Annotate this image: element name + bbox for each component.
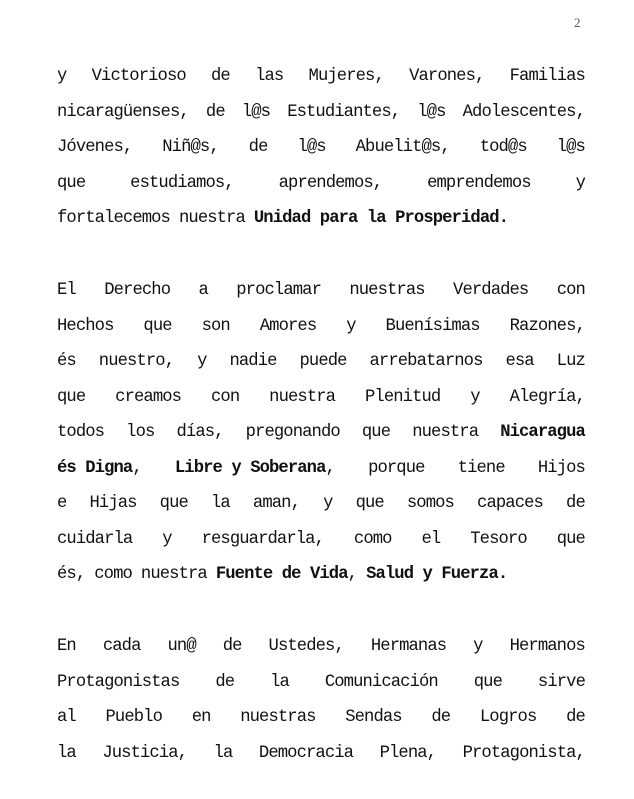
word: que bbox=[143, 316, 172, 336]
word: los bbox=[126, 423, 155, 442]
word: Justicia, bbox=[102, 743, 188, 763]
word: Razones, bbox=[509, 316, 585, 336]
word: en bbox=[191, 708, 211, 727]
word: nuestra bbox=[269, 387, 336, 407]
word: Estudiantes, bbox=[287, 102, 401, 122]
word: Ustedes, bbox=[268, 637, 344, 656]
paragraph bbox=[57, 629, 585, 771]
word: y bbox=[473, 637, 483, 656]
word: de bbox=[211, 67, 230, 86]
word: nadie bbox=[229, 352, 277, 371]
word: l@s bbox=[241, 102, 271, 122]
word: Hijos bbox=[537, 458, 585, 478]
word: que bbox=[57, 387, 86, 407]
word: y bbox=[57, 67, 67, 86]
word: Jóvenes, bbox=[57, 138, 133, 157]
word: y bbox=[323, 494, 333, 513]
text-line bbox=[57, 665, 585, 701]
word: de bbox=[205, 102, 225, 122]
word: Victorioso bbox=[91, 67, 186, 86]
word: Libre y Soberana, bbox=[174, 458, 335, 478]
word: que bbox=[556, 529, 585, 549]
text-line bbox=[57, 273, 585, 309]
word: és, bbox=[57, 565, 86, 584]
word: como bbox=[94, 565, 132, 584]
word: Sendas bbox=[345, 708, 402, 727]
word: aman, bbox=[252, 494, 300, 513]
word: Amores bbox=[259, 316, 317, 336]
word: nicaragüenses, bbox=[57, 102, 189, 122]
bold-phrase: Unidad para la Prosperidad. bbox=[253, 209, 509, 228]
word: con bbox=[211, 387, 240, 407]
word: cuidarla bbox=[57, 529, 133, 549]
word: Hermanos bbox=[509, 637, 585, 656]
word: Buenísimas bbox=[385, 316, 480, 336]
word: con bbox=[556, 281, 585, 300]
text-line bbox=[57, 344, 585, 380]
word: creamos bbox=[115, 387, 182, 407]
bold-phrase: Fuente de Vida bbox=[215, 565, 348, 584]
word: de bbox=[566, 708, 585, 727]
word: Varones, bbox=[409, 67, 485, 86]
word: capaces bbox=[477, 494, 543, 513]
word: En bbox=[57, 637, 76, 656]
word: pregonando bbox=[245, 423, 340, 442]
word: tod@s bbox=[479, 138, 527, 157]
word: las bbox=[255, 67, 284, 86]
bold-phrase: Salud y Fuerza. bbox=[366, 565, 508, 584]
word: Plenitud bbox=[365, 387, 441, 407]
word: Verdades bbox=[453, 281, 529, 300]
word: a bbox=[198, 281, 208, 300]
word: Abuelit@s, bbox=[355, 138, 450, 157]
bold-phrase: Nicaragua bbox=[500, 423, 585, 442]
word: y bbox=[197, 352, 207, 371]
word: al bbox=[57, 708, 76, 727]
word: porque bbox=[368, 458, 425, 478]
word: Protagonista, bbox=[462, 743, 585, 763]
word: la bbox=[210, 494, 230, 513]
word: somos bbox=[406, 494, 454, 513]
word: días, bbox=[176, 423, 224, 442]
word: nuestras bbox=[240, 708, 316, 727]
word: nuestras bbox=[349, 281, 425, 300]
word: Hermanas bbox=[370, 637, 447, 656]
word: Comunicación bbox=[324, 672, 438, 692]
text-line bbox=[57, 736, 585, 772]
word: nuestro, bbox=[98, 352, 175, 371]
word: l@s bbox=[556, 138, 585, 157]
word: e bbox=[57, 494, 67, 513]
word: y bbox=[346, 316, 356, 336]
word: y bbox=[162, 529, 172, 549]
text-line bbox=[57, 201, 585, 237]
word: Hijas bbox=[89, 494, 137, 513]
word: és Digna, bbox=[57, 458, 142, 478]
text-line bbox=[57, 522, 585, 558]
bold-phrase: és Digna bbox=[57, 458, 133, 478]
word: la bbox=[57, 743, 76, 763]
word: l@s bbox=[417, 102, 446, 122]
text-line bbox=[57, 415, 585, 451]
word: nuestra bbox=[412, 423, 479, 442]
word: Niñ@s, bbox=[162, 138, 219, 157]
paragraph-gap bbox=[57, 237, 585, 274]
text-line bbox=[57, 629, 585, 665]
word: Pueblo bbox=[105, 708, 163, 727]
word: Derecho bbox=[104, 281, 171, 300]
word: como bbox=[353, 529, 392, 549]
word: todos bbox=[57, 423, 105, 442]
text-line bbox=[57, 700, 585, 736]
text-line bbox=[57, 380, 585, 416]
word: Logros bbox=[479, 708, 537, 727]
word: y bbox=[470, 387, 480, 407]
text-line bbox=[57, 451, 585, 487]
paragraph-gap bbox=[57, 593, 585, 630]
text-line bbox=[57, 130, 585, 166]
word: de bbox=[222, 637, 242, 656]
word: nuestra bbox=[178, 209, 245, 228]
word: arrebatarnos bbox=[369, 352, 483, 371]
word: nuestra bbox=[140, 565, 207, 584]
word: Fuente de Vida, bbox=[215, 565, 358, 584]
word: cada bbox=[102, 637, 141, 656]
word: l@s bbox=[297, 138, 326, 157]
text-line bbox=[57, 309, 585, 345]
word: resguardarla, bbox=[201, 529, 324, 549]
paragraph bbox=[57, 273, 585, 593]
word bbox=[254, 201, 508, 237]
word: y bbox=[575, 173, 585, 193]
word: de bbox=[566, 494, 585, 513]
word: que bbox=[473, 672, 502, 692]
word: aprendemos, bbox=[278, 173, 383, 193]
word bbox=[500, 415, 585, 451]
word: Adolescentes, bbox=[462, 102, 585, 122]
word: de bbox=[248, 138, 268, 157]
paragraph bbox=[57, 59, 585, 237]
word: la bbox=[213, 743, 233, 763]
word: que bbox=[159, 494, 188, 513]
word: Alegría, bbox=[509, 387, 585, 407]
word: és bbox=[57, 352, 76, 371]
word: Hechos bbox=[57, 316, 114, 336]
word bbox=[366, 557, 507, 593]
word: estudiamos, bbox=[130, 173, 234, 193]
word: puede bbox=[299, 352, 347, 371]
word: de bbox=[431, 708, 451, 727]
text-line bbox=[57, 557, 585, 593]
word: que bbox=[57, 173, 86, 193]
text-line bbox=[57, 166, 585, 202]
word: el bbox=[421, 529, 441, 549]
word: la bbox=[270, 672, 289, 692]
text-line bbox=[57, 59, 585, 95]
word: que bbox=[355, 494, 384, 513]
word: Familias bbox=[509, 67, 585, 86]
word: Luz bbox=[556, 352, 585, 371]
word: sirve bbox=[537, 672, 585, 692]
word: Tesoro bbox=[470, 529, 527, 549]
word: Plena, bbox=[379, 743, 437, 763]
word: de bbox=[215, 672, 235, 692]
word: que bbox=[361, 423, 391, 442]
page-number: 2 bbox=[574, 15, 581, 30]
word: proclamar bbox=[236, 281, 321, 300]
word: un@ bbox=[167, 637, 196, 656]
document-body bbox=[57, 59, 585, 771]
text-line bbox=[57, 486, 585, 522]
text-line bbox=[57, 95, 585, 131]
word: esa bbox=[505, 352, 534, 371]
word: Mujeres, bbox=[308, 67, 384, 86]
bold-phrase: Libre y Soberana bbox=[174, 458, 326, 478]
word: Protagonistas bbox=[57, 672, 180, 692]
word: tiene bbox=[457, 458, 505, 478]
word: emprendemos bbox=[427, 173, 531, 193]
word: El bbox=[57, 281, 76, 300]
word: Democracia bbox=[258, 743, 354, 763]
word: son bbox=[201, 316, 230, 336]
word: fortalecemos bbox=[57, 209, 170, 228]
